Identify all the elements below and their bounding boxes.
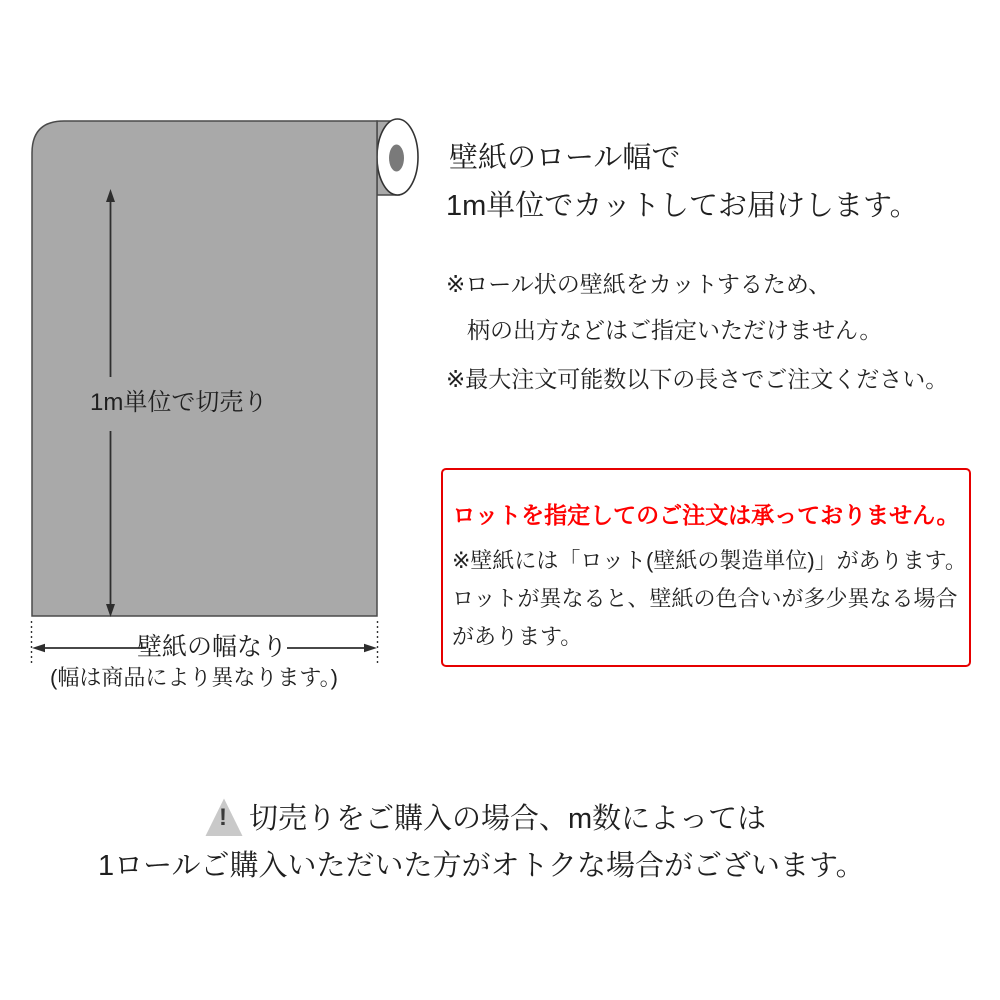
caution-line-2: 1ロールご購入いただいた方がオトクな場合がございます。	[98, 850, 865, 882]
intro-line-1: 壁紙のロール幅で	[449, 142, 681, 174]
lot-notice-body-2: ロットが異なると、壁紙の色合いが多少異なる場合	[452, 586, 958, 611]
intro-line-2: 1m単位でカットしてお届けします。	[446, 190, 919, 222]
width-arrowhead-left-icon	[32, 644, 45, 653]
lot-notice-title: ロットを指定してのご注文は承っておりません。	[452, 502, 960, 528]
warning-exclamation-icon: !	[219, 804, 227, 831]
width-note: (幅は商品により異なります。)	[50, 665, 338, 690]
width-arrowhead-right-icon	[364, 644, 377, 653]
lot-notice-box	[441, 468, 971, 667]
note-cut-line-1: ※ロール状の壁紙をカットするため、	[446, 271, 831, 297]
wallpaper-sheet	[32, 121, 377, 616]
length-label: 1m単位で切売り	[90, 389, 268, 416]
lot-notice-body-3: があります。	[452, 624, 583, 649]
roll-core	[389, 145, 404, 172]
caution-line-1: 切売りをご購入の場合、m数によっては	[249, 803, 767, 835]
note-cut-line-2: 柄の出方などはご指定いただけません。	[467, 317, 883, 343]
lot-notice-body-1: ※壁紙には「ロット(壁紙の製造単位)」があります。	[452, 548, 967, 573]
width-label: 壁紙の幅なり	[137, 633, 288, 661]
note-max-order: ※最大注文可能数以下の長さでご注文ください。	[446, 366, 949, 392]
